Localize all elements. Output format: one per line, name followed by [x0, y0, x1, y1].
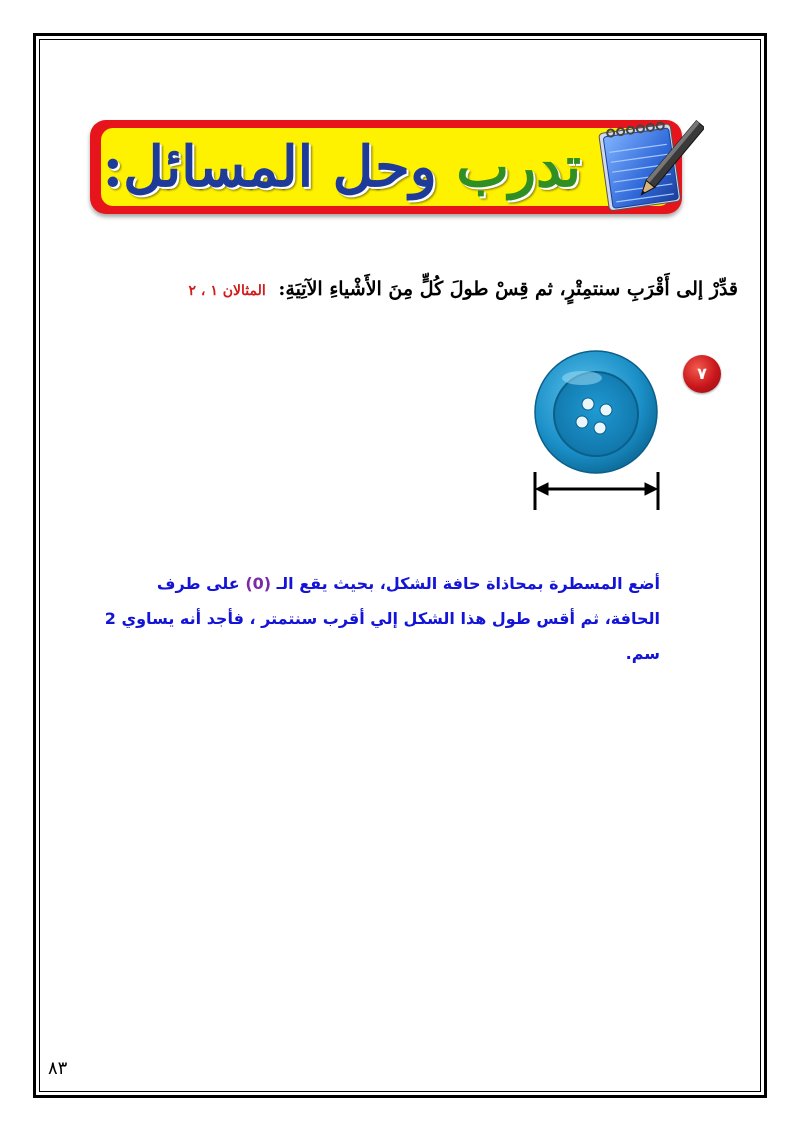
answer-part-1: أضع المسطرة بمحاذاة حافة الشكل، بحيث يقع الـ [276, 574, 660, 593]
question-number-badge: ٧ [683, 355, 721, 393]
banner-title-practice: تدرب [456, 134, 581, 200]
answer-zero: (0) [245, 574, 272, 593]
page-number: ٨٣ [48, 1058, 68, 1079]
instruction-text: قدِّرْ إلى أَقْرَبِ سنتمِتْرٍ، ثم قِسْ طولَ كُلٍّ مِنَ الأَشْياءِ الآتِيَةِ: [278, 278, 738, 300]
notepad-pen-icon [592, 114, 704, 214]
answer-part-2: على طرف الحافة، ثم أقس طول هذا الشكل إلي أقرب سنتمتر ، فأجد أنه يساوي 2 سم. [104, 574, 660, 663]
exercise-instruction [118, 278, 738, 300]
example-reference: المثالان ١ ، ٢ [188, 283, 266, 299]
banner-yellow-panel [101, 128, 671, 206]
banner-title-solve: وحل المسائل: [102, 134, 437, 200]
answer-text [100, 566, 660, 671]
blue-button-icon [535, 351, 657, 473]
banner-title [103, 128, 582, 206]
width-arrow-icon [535, 472, 658, 510]
button-measure-figure [520, 350, 675, 515]
